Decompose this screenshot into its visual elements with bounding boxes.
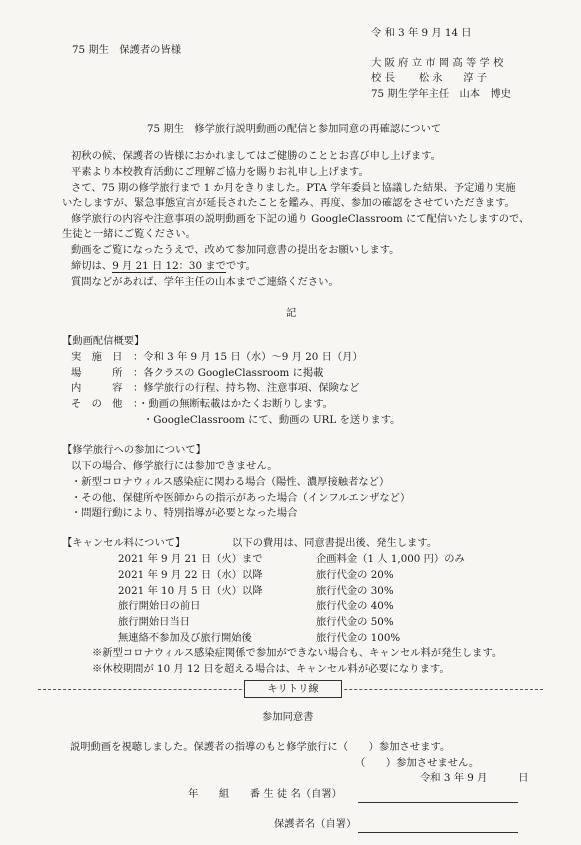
deadline-date: 9 月 21 日 12：30 まで bbox=[112, 260, 226, 272]
video-row bbox=[71, 382, 360, 394]
cancel-row bbox=[118, 600, 394, 612]
deadline-line bbox=[71, 260, 256, 272]
video-row-value: ：令和 3 年 9 月 15 日（水）～9 月 20 日（月） bbox=[133, 351, 363, 363]
guardian-name-field[interactable] bbox=[358, 832, 518, 833]
cancel-fee: 企画料金（1 人 1,000 円）のみ bbox=[316, 553, 465, 565]
cancel-row bbox=[118, 585, 394, 597]
document-date: 令 和 3 年 9 月 14 日 bbox=[371, 27, 472, 39]
video-row-label: そ の 他 bbox=[71, 398, 123, 410]
video-row bbox=[71, 351, 363, 363]
cancel-row bbox=[118, 553, 465, 565]
body-line: 生徒と一緒にご覧ください。 bbox=[62, 228, 196, 240]
deadline-prefix: 締切は、 bbox=[71, 260, 113, 272]
body-line: 初秋の候、保護者の皆様におかれましてはご健勝のこととお喜び申し上げます。 bbox=[71, 150, 441, 162]
cancel-note: ※新型コロナウィルス感染症関係で参加ができない場合も、キャンセル料が発生します。 bbox=[92, 647, 503, 659]
video-row-value: ：・動画の無断転載はかたくお断りします。 bbox=[133, 398, 333, 410]
participation-item: ・その他、保健所や医師からの指示があった場合（インフルエンザなど） bbox=[71, 492, 411, 504]
form-statement: 説明動画を視聴しました。保護者の指導のもと修学旅行に（ ）参加させます。 bbox=[70, 741, 451, 753]
body-line: さて、75 期の修学旅行まで 1 か月をきりました。PTA 学年委員と協議した結果、予定通り実施 bbox=[71, 182, 516, 194]
cancel-when: 旅行開始日当日 bbox=[118, 616, 191, 628]
grade-leader: 75 期生学年主任 山本 博史 bbox=[371, 88, 511, 100]
video-row bbox=[71, 367, 323, 379]
video-row bbox=[71, 398, 333, 410]
cancel-row bbox=[118, 632, 400, 644]
cancel-when: 旅行開始日の前日 bbox=[118, 600, 201, 612]
cancel-row bbox=[118, 569, 394, 581]
video-heading: 【動画配信概要】 bbox=[62, 335, 145, 347]
cancel-when: 2021 年 10 月 5 日（火）以降 bbox=[118, 585, 263, 597]
body-line: いたしますが、緊急事態宣言が延長されたことを鑑み、再度、参加の確認をさせていただきます。 bbox=[62, 197, 515, 209]
participation-intro: 以下の場合、修学旅行には参加できません。 bbox=[71, 460, 278, 472]
form-title: 参加同意書 bbox=[262, 711, 314, 723]
cancel-fee: 旅行代金の 40% bbox=[316, 600, 394, 612]
video-extra: ・GoogleClassroom にて、動画の URL を送ります。 bbox=[143, 414, 401, 426]
video-row-label: 内 容 bbox=[71, 382, 123, 394]
cut-line-label: キリトリ線 bbox=[244, 680, 342, 698]
cancel-fee: 旅行代金の 20% bbox=[316, 569, 394, 581]
school-name: 大 阪 府 立 市 岡 高 等 学 校 bbox=[371, 57, 504, 69]
cancel-when: 無連絡不参加及び旅行開始後 bbox=[118, 632, 252, 644]
participation-item: ・問題行動により、特別指導が必要となった場合 bbox=[71, 507, 298, 519]
recipient: 75 期生 保護者の皆様 bbox=[72, 44, 182, 56]
body-line: 動画をご覧になったうえで、改めて参加同意書の提出をお願いします。 bbox=[71, 244, 400, 256]
cancel-note: ※休校期間が 10 月 12 日を超える場合は、キャンセル料が必要になります。 bbox=[92, 663, 450, 675]
cancel-fee: 旅行代金の 30% bbox=[316, 585, 394, 597]
contact-line: 質問などがあれば、学年主任の山本までご連絡ください。 bbox=[71, 276, 339, 288]
student-name-field[interactable] bbox=[358, 802, 518, 803]
principal-name: 校 長 松 永 淳 子 bbox=[371, 72, 488, 84]
guardian-name-label: 保護者名（自署） bbox=[274, 818, 357, 830]
participation-heading: 【修学旅行への参加について】 bbox=[62, 444, 206, 456]
form-option-decline: （ ）参加させません。 bbox=[355, 757, 480, 769]
cancel-when: 2021 年 9 月 21 日（火）まで bbox=[118, 553, 263, 565]
cancel-fee: 旅行代金の 100% bbox=[316, 632, 401, 644]
document-title: 75 期生 修学旅行説明動画の配信と参加同意の再確認について bbox=[147, 123, 442, 135]
video-row-label: 場 所 bbox=[71, 367, 123, 379]
cancel-when: 2021 年 9 月 22 日（水）以降 bbox=[118, 569, 263, 581]
body-line: 修学旅行の内容や注意事項の説明動画を下記の通り GoogleClassroom にて配信いたしますので、 bbox=[71, 213, 530, 225]
cancel-fee: 旅行代金の 50% bbox=[316, 616, 394, 628]
deadline-suffix: です。 bbox=[225, 260, 256, 272]
ki-mark: 記 bbox=[286, 307, 297, 319]
video-row-value: ：修学旅行の行程、持ち物、注意事項、保険など bbox=[133, 382, 360, 394]
video-row-label: 実 施 日 bbox=[71, 351, 123, 363]
student-name-label: 年 組 番 生 徒 名（自署） bbox=[188, 788, 342, 800]
body-line: 平素より本校教育活動にご理解ご協力を賜りお礼申し上げます。 bbox=[71, 166, 369, 178]
cancel-row bbox=[118, 616, 394, 628]
form-date: 令和 3 年 9 月 日 bbox=[420, 772, 529, 784]
participation-item: ・新型コロナウィルス感染症に関わる場合（陽性、濃厚接触者など） bbox=[71, 476, 390, 488]
cancel-intro: 以下の費用は、同意書提出後、発生します。 bbox=[232, 537, 438, 549]
cancel-heading: 【キャンセル料について】 bbox=[62, 537, 186, 549]
video-row-value: ：各クラスの GoogleClassroom に掲載 bbox=[133, 367, 324, 379]
